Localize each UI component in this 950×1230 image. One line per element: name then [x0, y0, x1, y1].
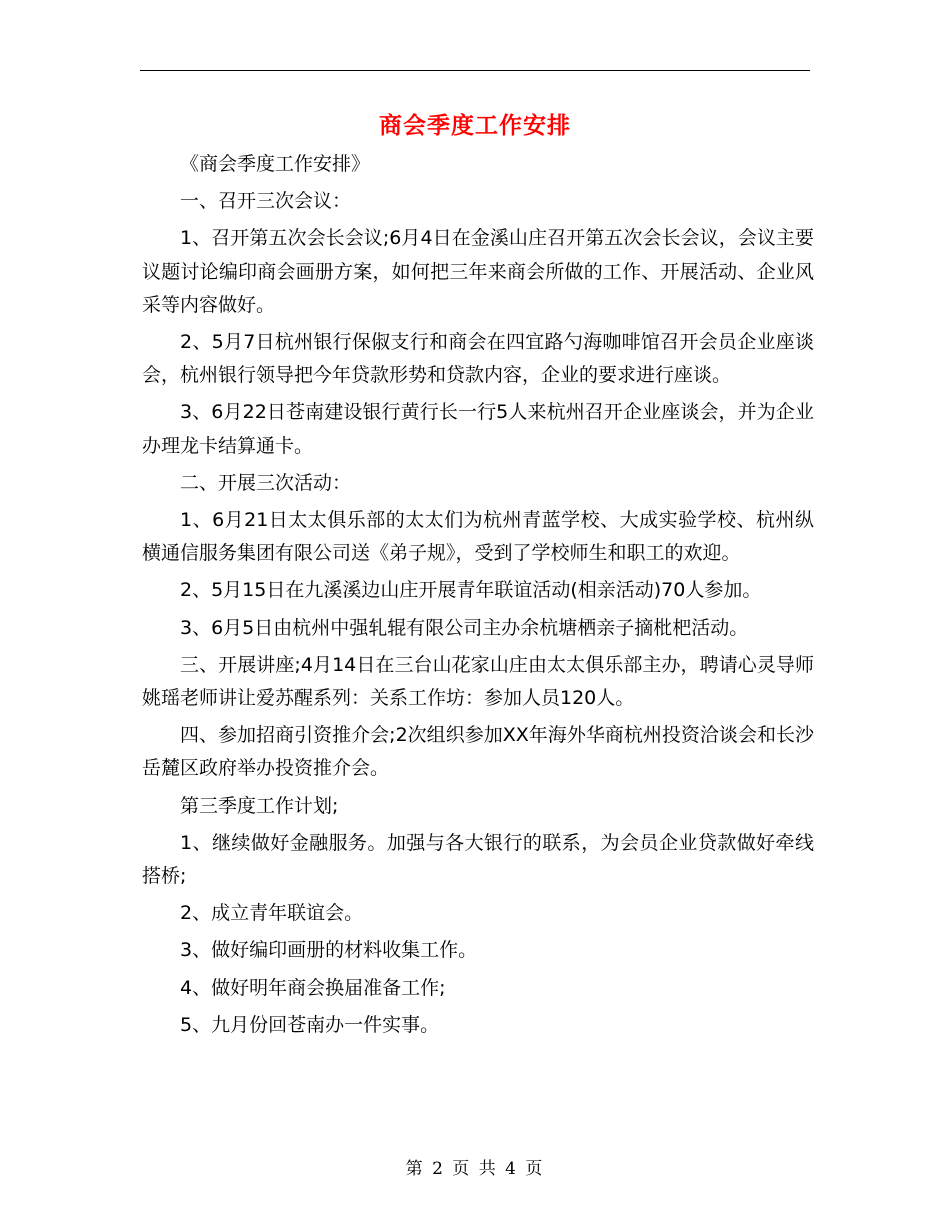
paragraph: 1、召开第五次会长会议;6月4日在金溪山庄召开第五次会长会议，会议主要议题讨论编印商会画册方案，如何把三年来商会所做的工作、开展活动、企业风采等内容做好。: [142, 227, 814, 316]
paragraph: 3、做好编印画册的材料收集工作。: [180, 939, 478, 962]
document-title: 商会季度工作安排: [379, 112, 571, 139]
paragraph: 3、6月5日由杭州中强轧辊有限公司主办余杭塘栖亲子摘枇杷活动。: [180, 616, 749, 639]
paragraph: 2、5月15日在九溪溪边山庄开展青年联谊活动(相亲活动)70人参加。: [180, 579, 762, 602]
paragraph: 第三季度工作计划;: [180, 794, 339, 817]
paragraph: 一、召开三次会议：: [180, 190, 352, 213]
paragraph: 1、6月21日太太俱乐部的太太们为杭州青蓝学校、大成实验学校、杭州纵横通信服务集团有限公司送《弟子规》，受到了学校师生和职工的欢迎。: [142, 509, 814, 565]
paragraph: 5、九月份回苍南办一件实事。: [180, 1013, 440, 1036]
paragraph: 2、5月7日杭州银行保俶支行和商会在四宜路勺海咖啡馆召开会员企业座谈会，杭州银行领导把今年贷款形势和贷款内容，企业的要求进行座谈。: [142, 331, 814, 387]
paragraph: 二、开展三次活动：: [180, 471, 352, 494]
paragraph: 1、继续做好金融服务。加强与各大银行的联系，为会员企业贷款做好牵线搭桥;: [142, 831, 814, 888]
paragraph: 《商会季度工作安排》: [180, 153, 371, 175]
paragraph: 四、参加招商引资推介会;2次组织参加XX年海外华商杭州投资洽谈会和长沙岳麓区政府举办投资推介会。: [142, 724, 814, 780]
paragraph: 4、做好明年商会换届准备工作;: [180, 976, 446, 999]
paragraph: 2、成立青年联谊会。: [180, 902, 364, 925]
page-number-footer: 第 2 页 共 4 页: [405, 1159, 545, 1179]
paragraph: 3、6月22日苍南建设银行黄行长一行5人来杭州召开企业座谈会，并为企业办理龙卡结算通卡。: [142, 401, 814, 457]
paragraph: 三、开展讲座;4月14日在三台山花家山庄由太太俱乐部主办，聘请心灵导师姚瑶老师讲让爱苏醒系列：关系工作坊：参加人员120人。: [142, 653, 814, 710]
document-body: [142, 148, 814, 1046]
header-rule: [140, 70, 810, 71]
